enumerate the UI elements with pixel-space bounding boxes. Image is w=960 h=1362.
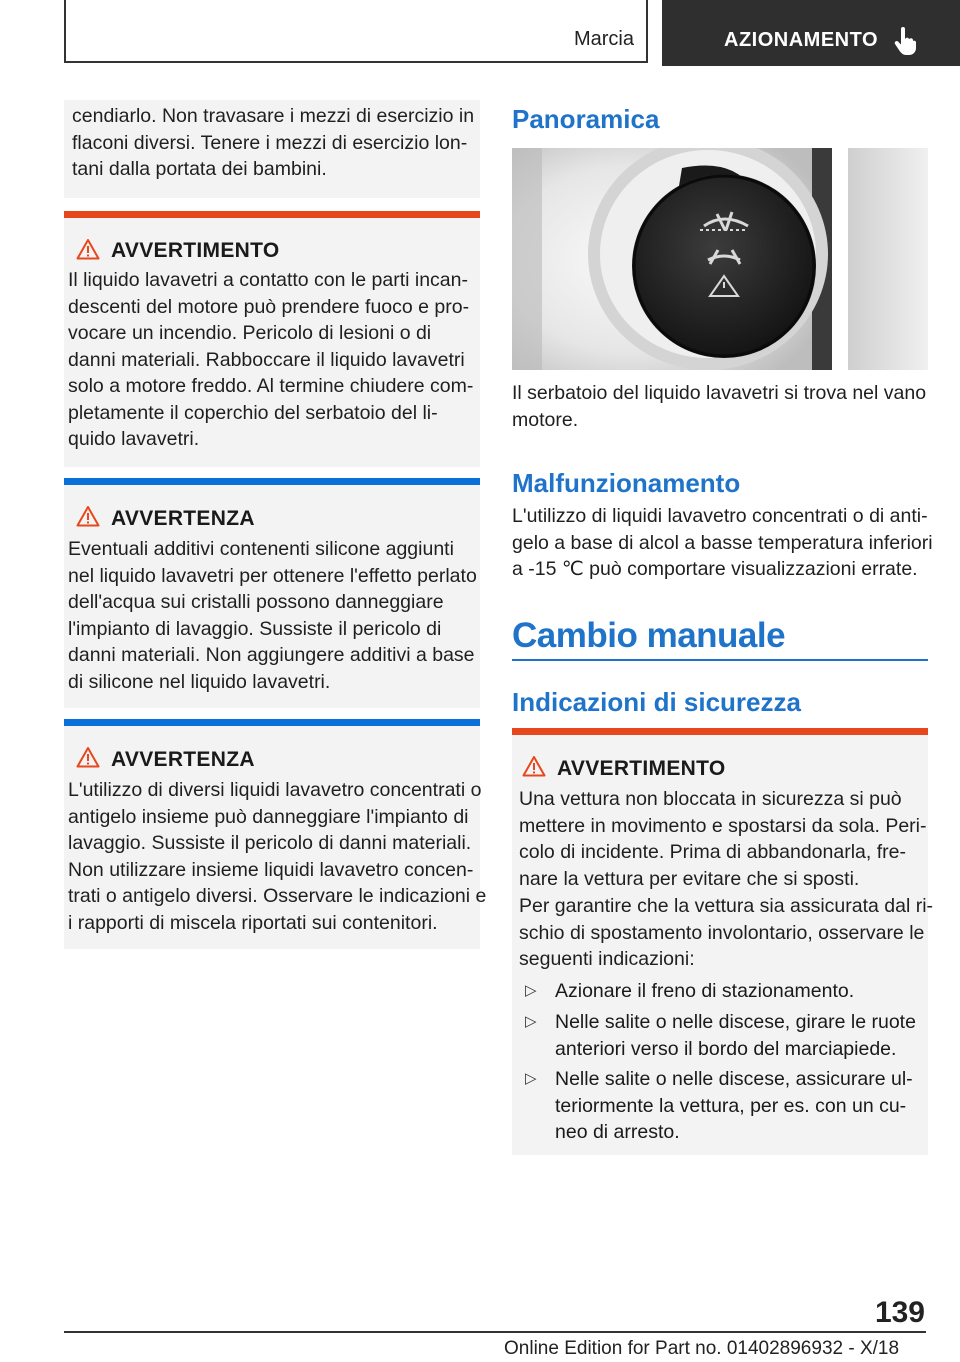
chapter-label: Marcia bbox=[573, 28, 634, 50]
notice-title: AVVERTENZA bbox=[111, 748, 255, 771]
warning-triangle-icon bbox=[522, 755, 546, 777]
notice-text: L'utilizzo di diversi liquidi lavavetro concentrati o antigelo insieme può danneggiare l'impianto di lavaggio. Sussiste il pericolo di danni materiali. Non utilizzare insieme liquidi lavavetro concen- trati o antigelo diversi. Osservare le indicazioni e i rapporti di miscela riportati sui contenitori. bbox=[68, 779, 487, 934]
notice-text: Il liquido lavavetri a contatto con le parti incan- descenti del motore può prendere fuoco e pro- vocare un incendio. Pericolo di lesioni o di danni materiali. Rabboccare il liquido lavavetri solo a motore freddo. Al termine chiudere com- pletamente il coperchio del serbatoio del li- quido lavavetri. bbox=[68, 269, 474, 450]
chapter-tab bbox=[64, 0, 648, 63]
intro-box bbox=[64, 100, 480, 198]
page-header bbox=[64, 0, 960, 66]
bullet-triangle-icon: ▷ bbox=[525, 982, 537, 999]
section-label: AZIONAMENTO bbox=[724, 29, 879, 51]
warning-box: AVVERTIMENTO Una vettura non bloccata in sicurezza si può mettere in movimento e spostarsi da sola. Peri- colo di incidente. Prima di abbandonarla, fre- nare la vettura per evitare che si sposti. Per garantire che la vettura sia assicurata dal ri- schio di spostamento involontario, osservare le seguenti indicazioni: ▷ Azionare il freno di stazionamento. ▷ Nelle salite o nelle discese, girare le ruote anteriori verso il bordo del marciapiede. ▷ Nelle salite o nelle discese, assicurare ul- teriormente la vettura, per es. con un cu- neo di arresto. bbox=[512, 728, 928, 1155]
caution-bar bbox=[64, 478, 480, 485]
notice-text: Una vettura non bloccata in sicurezza si può mettere in movimento e spostarsi da sola. Peri- colo di incidente. Prima di abbandonarla, fre- nare la vettura per evitare che si sposti. bbox=[519, 788, 927, 890]
caution-box bbox=[64, 478, 480, 708]
notice-text: Eventuali additivi contenenti silicone aggiunti nel liquido lavavetri per ottenere l'effetto perlato dell'acqua sui cristalli possono danneggiare l'impianto di lavaggio. Sussiste il pericolo di danni materiali. Non aggiungere additivi a base di silicone nel liquido lavavetri. bbox=[68, 538, 477, 693]
hand-pointer-icon bbox=[894, 27, 916, 55]
section-heading-safety: Indicazioni di sicurezza bbox=[512, 687, 801, 717]
section-tab bbox=[662, 0, 960, 66]
chapter-rule bbox=[512, 659, 928, 661]
caution-box bbox=[64, 719, 487, 949]
intro-text: cendiarlo. Non travasare i mezzi di esercizio in flaconi diversi. Tenere i mezzi di esercizio lon- tani dalla portata dei bambini. bbox=[72, 105, 475, 180]
warning-triangle-icon bbox=[76, 505, 100, 527]
warning-bar bbox=[64, 211, 480, 218]
page-number: 139 bbox=[874, 1296, 925, 1329]
bullet-triangle-icon: ▷ bbox=[525, 1013, 537, 1030]
notice-title: AVVERTENZA bbox=[111, 507, 255, 530]
footer-edition: Online Edition for Part no. 01402896932 - X/18 bbox=[504, 1338, 900, 1359]
section-heading-panoramica: Panoramica bbox=[512, 104, 660, 134]
notice-text-2: Per garantire che la vettura sia assicurata dal ri- schio di spostamento involontario, osservare le seguenti indicazioni: bbox=[519, 895, 934, 970]
warning-triangle-icon bbox=[76, 746, 100, 768]
photo-caption: Il serbatoio del liquido lavavetri si trova nel vano motore. bbox=[512, 382, 927, 431]
warning-triangle-icon bbox=[76, 238, 100, 260]
bullet-triangle-icon: ▷ bbox=[525, 1070, 537, 1087]
warning-box bbox=[64, 211, 480, 467]
washer-fluid-cap-icon bbox=[512, 148, 928, 370]
malfunction-text: L'utilizzo di liquidi lavavetro concentrati o di anti- gelo a base di alcol a basse temperatura inferiori a -15 ℃ può comportare visualizzazioni errate. bbox=[512, 505, 933, 580]
notice-title: AVVERTIMENTO bbox=[557, 757, 726, 780]
footer-rule bbox=[64, 1331, 926, 1333]
section-heading-malfunzionamento: Malfunzionamento bbox=[512, 468, 741, 498]
caution-bar bbox=[64, 719, 480, 726]
warning-bar bbox=[512, 728, 928, 735]
chapter-heading: Cambio manuale bbox=[512, 616, 786, 655]
notice-title: AVVERTIMENTO bbox=[111, 239, 280, 262]
